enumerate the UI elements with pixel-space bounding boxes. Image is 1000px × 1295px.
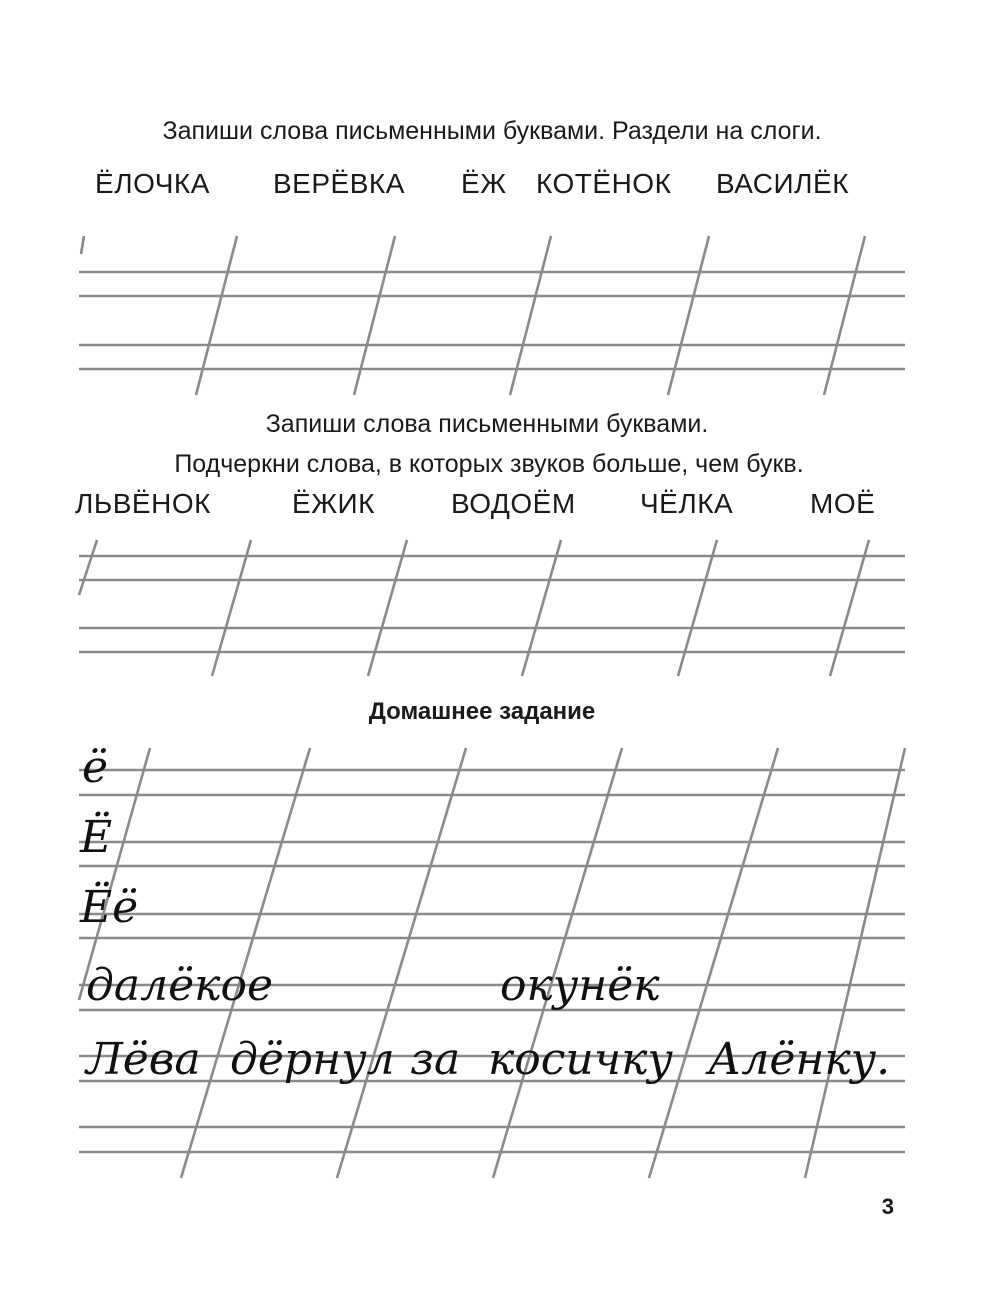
cursive-letter-lower: ё [82,742,109,793]
word-yozhik: ЁЖИК [292,488,375,519]
word-verevka: ВЕРЁВКА [273,168,405,199]
homework-heading: Домашнее задание [368,698,596,725]
word-vasilek: ВАСИЛЁК [716,168,850,199]
word-vodoem: ВОДОЁМ [451,488,576,519]
word-kotenok: КОТЁНОК [536,168,672,199]
cursive-word-alenku: Алёнку. [708,1034,891,1085]
word-moe: МОЁ [810,488,876,519]
page-number: 3 [881,1194,894,1219]
word-lvenok: ЛЬВЁНОК [75,488,211,519]
cursive-letter-pair: Ёё [80,882,139,933]
cursive-letter-upper: Ё [80,812,113,863]
cursive-word-dernul: дёрнул [230,1034,395,1085]
word-chelka: ЧЁЛКА [640,488,734,519]
cursive-word-leva: Лёва [86,1034,201,1085]
cursive-word-okunek: окунёк [500,960,660,1011]
exercise2-word-list [0,488,1000,522]
exercise2-instruction-line1: Запиши слова письменными буквами. [265,410,709,438]
cursive-word-za: за [410,1034,461,1085]
word-yozh: ЁЖ [461,168,507,199]
cursive-word-kosichku: косичку [488,1034,673,1085]
exercise1-instruction: Запиши слова письменными буквами. Раздели на слоги. [162,117,822,145]
exercise2-instruction-line2: Подчеркни слова, в которых звуков больше, чем букв. [174,450,804,478]
cursive-word-dalekoe: далёкое [86,960,273,1011]
word-yolochka: ЁЛОЧКА [95,168,210,199]
